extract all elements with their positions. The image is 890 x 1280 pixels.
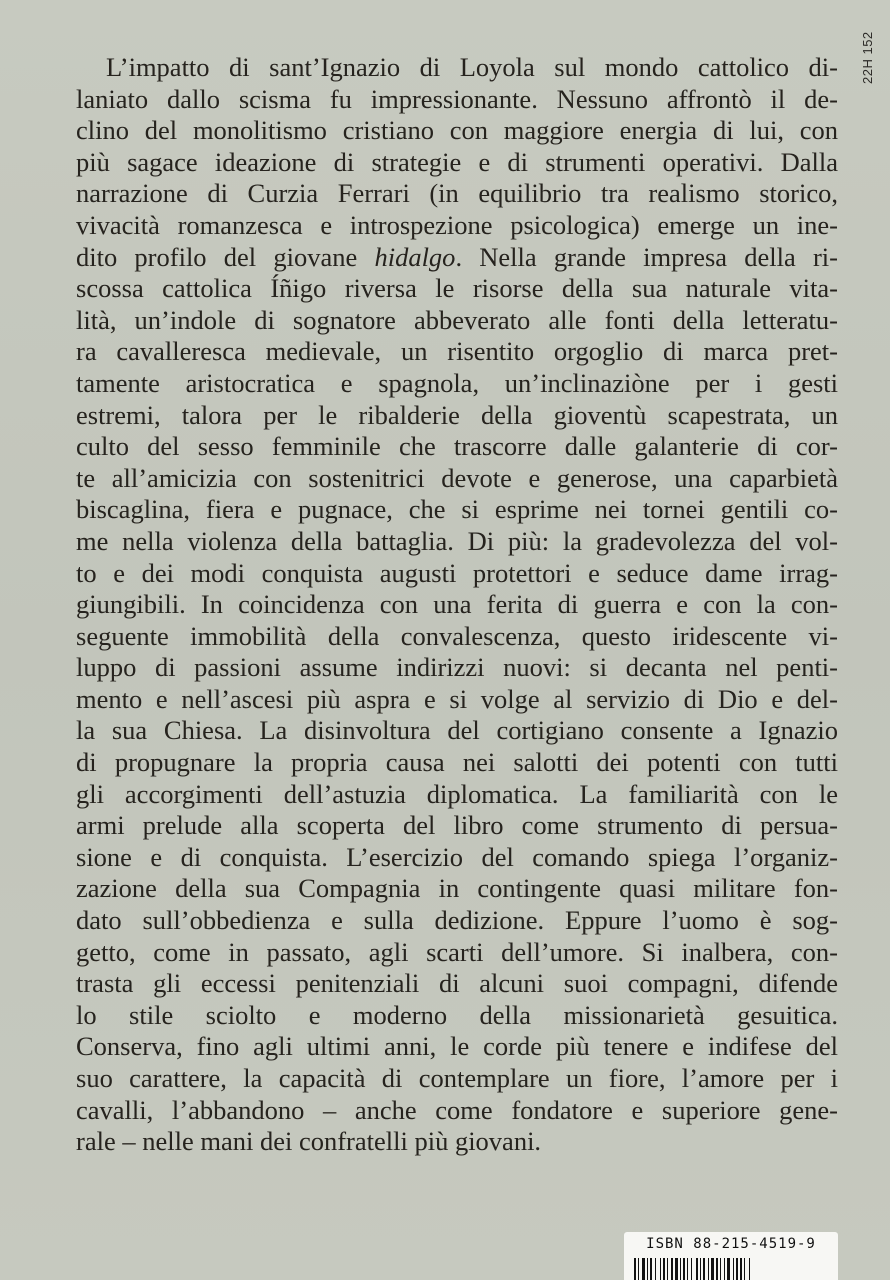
blurb-line: luppo di passioni assume indirizzi nuovi: si decanta nel penti- [76, 652, 838, 683]
barcode-bar [716, 1258, 718, 1280]
blurb-line: trasta gli eccessi penitenziali di alcuni suoi compagni, difende [76, 968, 838, 999]
blurb-line: più sagace ideazione di strategie e di strumenti operativi. Dalla [76, 146, 838, 177]
barcode-bar [736, 1258, 738, 1280]
blurb-line: te all’amicizia con sostenitrici devote e generose, una caparbietà [76, 462, 838, 493]
isbn-barcode-label [624, 1232, 838, 1280]
italic-word: hidalgo [374, 241, 456, 272]
blurb-line: L’impatto di sant’Ignazio di Loyola sul mondo cattolico di- [106, 52, 838, 82]
blurb-line: vivacità romanzesca e introspezione psicologica) emerge un ine- [76, 209, 838, 240]
barcode-bar [724, 1258, 725, 1280]
blurb-line: narrazione di Curzia Ferrari (in equilibrio tra realismo storico, [76, 178, 838, 209]
blurb-line: gli accorgimenti dell’astuzia diplomatica. La familiarità con le [76, 778, 838, 809]
barcode-bar [720, 1258, 721, 1280]
barcode-bar [671, 1258, 673, 1280]
blurb-line: me nella violenza della battaglia. Di più: la gradevolezza del vol- [76, 525, 838, 556]
barcode-bar [638, 1258, 639, 1280]
barcode-bar [703, 1258, 705, 1280]
blurb-line: tamente aristocratica e spagnola, un’inclinaziòne per i gesti [76, 367, 838, 398]
blurb-line: di propugnare la propria causa nei salotti dei potenti con tutti [76, 747, 838, 778]
barcode-bar [683, 1258, 685, 1280]
blurb-line: biscaglina, fiera e pugnace, che si esprime nei tornei gentili co- [76, 494, 838, 525]
barcode-bar [711, 1258, 714, 1280]
blurb-line: lo stile sciolto e moderno della missionarietà gesuitica. [76, 999, 838, 1030]
spine-code: 22H 152 [860, 31, 875, 85]
barcode-bar [708, 1258, 709, 1280]
barcode-bar [680, 1258, 681, 1280]
barcode-bar [749, 1258, 750, 1280]
barcode-bar [667, 1258, 668, 1280]
blurb-line: cavalli, l’abbandono – anche come fondatore e superiore gene- [76, 1094, 838, 1125]
blurb-line: to e dei modi conquista augusti protettori e seduce dame irrag- [76, 557, 838, 588]
blurb-line: getto, come in passato, agli scarti dell’umore. Si inalbera, con- [76, 936, 838, 967]
blurb-line: mento e nell’ascesi più aspra e si volge al servizio di Dio e del- [76, 683, 838, 714]
barcode-bar [700, 1258, 701, 1280]
blurb-line: rale – nelle mani dei confratelli più giovani. [76, 1126, 542, 1157]
blurb-line: scossa cattolica Íñigo riversa le risorse della sua naturale vita- [76, 273, 838, 304]
blurb-line: suo carattere, la capacità di contemplare un fiore, l’amore per i [76, 1063, 838, 1093]
barcode-bar [642, 1258, 645, 1280]
blurb-line: culto del sesso femminile che trascorre dalle galanterie di cor- [76, 431, 838, 462]
barcode-bar [696, 1258, 698, 1280]
blurb-line: clino del monolitismo cristiano con maggiore energia di lui, con [76, 115, 838, 146]
barcode-icon [634, 1258, 828, 1280]
blurb-line: giungibili. In coincidenza con una ferita di guerra e con la con- [76, 589, 838, 620]
blurb-line: lità, un’indole di sognatore abbeverato alle fonti della letteratu- [76, 304, 838, 335]
barcode-bar [740, 1258, 742, 1280]
barcode-bar [650, 1258, 652, 1280]
barcode-bar [687, 1258, 688, 1280]
barcode-bar [634, 1258, 636, 1280]
barcode-bar [655, 1258, 656, 1280]
barcode-bar [675, 1258, 678, 1280]
blurb-line: zazione della sua Compagnia in contingente quasi militare fon- [76, 873, 838, 904]
blurb-line [76, 242, 838, 274]
blurb-text-fragment: dito profilo del giovane [76, 241, 375, 272]
blurb-line: la sua Chiesa. La disinvoltura del cortigiano consente a Ignazio [76, 715, 838, 746]
barcode-bar [744, 1258, 745, 1280]
blurb-line: armi prelude alla scoperta del libro come strumento di persua- [76, 810, 838, 841]
isbn-number: ISBN 88-215-4519-9 [646, 1236, 816, 1252]
barcode-bar [647, 1258, 648, 1280]
blurb-line: Conserva, fino agli ultimi anni, le corde più tenere e indifese del [76, 1031, 838, 1062]
barcode-bar [727, 1258, 730, 1280]
blurb-text-fragment: . Nella grande impresa della ri- [455, 241, 838, 272]
barcode-bar [691, 1258, 692, 1280]
barcode-bar [660, 1258, 661, 1280]
blurb-text [76, 52, 838, 1158]
blurb-line: sione e di conquista. L’esercizio del comando spiega l’organiz- [76, 841, 838, 872]
blurb-line: dato sull’obbedienza e sulla dedizione. Eppure l’uomo è sog- [76, 905, 838, 936]
blurb-line: laniato dallo scisma fu impressionante. Nessuno affrontò il de- [76, 83, 838, 114]
blurb-line: estremi, talora per le ribalderie della gioventù scapestrata, un [76, 399, 838, 430]
blurb-line: ra cavalleresca medievale, un risentito orgoglio di marca pret- [76, 336, 838, 367]
blurb-line: seguente immobilità della convalescenza, questo iridescente vi- [76, 620, 838, 651]
barcode-bar [663, 1258, 665, 1280]
barcode-bar [733, 1258, 734, 1280]
